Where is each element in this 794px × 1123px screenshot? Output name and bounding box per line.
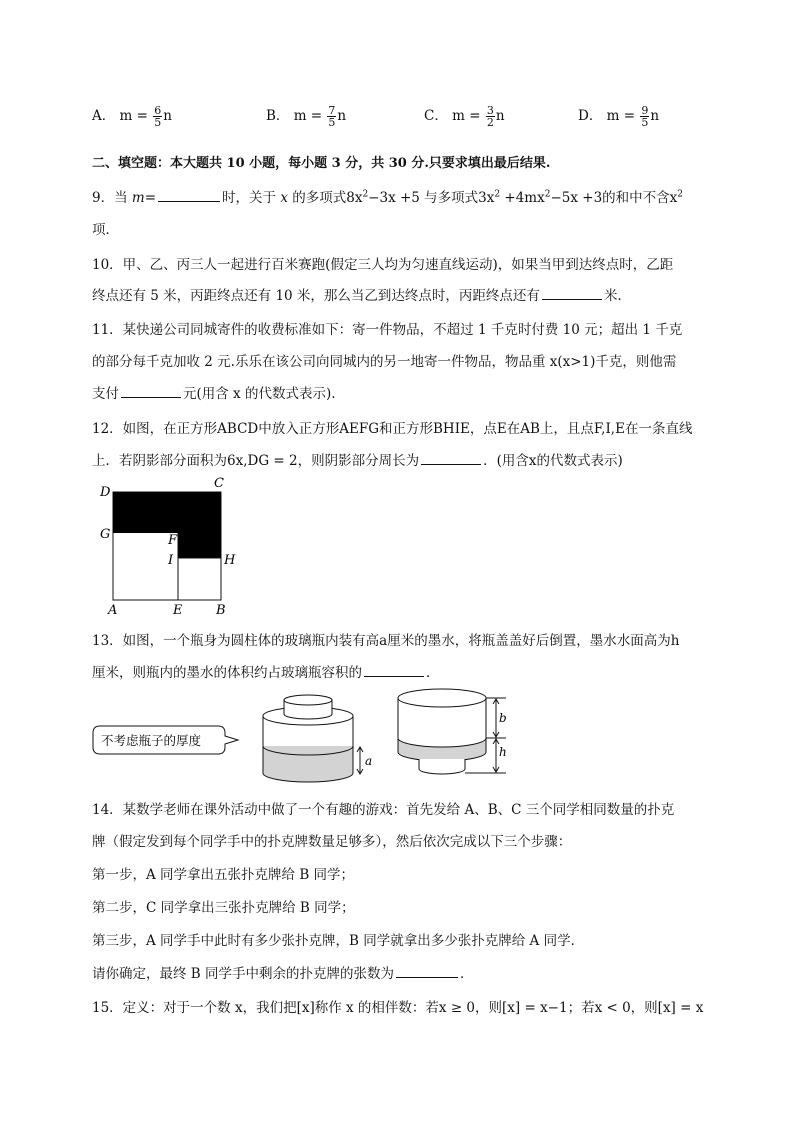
option-d: D． m = $\frac{9}{5}$ n (578, 104, 660, 129)
label-h-height: h (499, 745, 507, 759)
answer-blank-13[interactable] (364, 675, 424, 677)
question-12-line-1: 12．如图，在正方形ABCD中放入正方形AEFG和正方形BHIE，点E在AB上，且点F,I,E在一条直线 (92, 421, 693, 437)
label-h: H (224, 553, 236, 568)
question-14-line-6: 请你确定，最终 B 同学手中剩余的扑克牌的张数为 ． (92, 966, 474, 982)
label-f: F (168, 533, 178, 548)
question-13-line-1: 13．如图，一个瓶身为圆柱体的玻璃瓶内装有高a厘米的墨水，将瓶盖盖好后倒置，墨水水面高为h (92, 633, 680, 649)
question-15-line-1: 15．定义：对于一个数 x，我们把[x]称作 x 的相伴数：若x ≥ 0，则[x] = x−1；若x < 0，则[x] = x (92, 1000, 704, 1016)
square-figure (92, 474, 252, 619)
option-b: B． m = $\frac{7}{5}$ n (266, 104, 347, 129)
answer-blank-12[interactable] (421, 463, 481, 465)
question-14-step-2: 第二步，C 同学拿出三张扑克牌给 B 同学； (92, 900, 355, 916)
answer-blank-10[interactable] (542, 298, 602, 300)
label-i: I (168, 553, 174, 568)
question-9-line-2: 项． (92, 222, 119, 238)
question-14-line-1: 14．某数学老师在课外活动中做了一个有趣的游戏：首先发给 A、B、C 三个同学相同数量的扑克 (92, 802, 675, 818)
answer-blank-14[interactable] (396, 976, 458, 978)
label-b-height: b (499, 711, 507, 725)
bottle-upright (263, 695, 372, 782)
label-a-height: a (365, 754, 373, 768)
answer-blank-9[interactable] (158, 200, 220, 202)
question-13-line-2: 厘米，则瓶内的墨水的体积约占玻璃瓶容积的 ． (92, 665, 440, 681)
label-b: B (216, 603, 226, 618)
option-c: C． m = $\frac{3}{2}$ n (424, 104, 505, 129)
answer-blank-11[interactable] (121, 396, 181, 398)
question-9-line-1: 9．当 m= 时，关于 x 的多项式$8x^2-3x +5$ 与多项式$3x^2 +4mx^2-5x +3$的和中不含$x^2$ (92, 189, 684, 206)
question-14-step-3: 第三步，A 同学手中此时有多少张扑克牌，B 同学就拿出多少张扑克牌给 A 同学． (92, 933, 585, 949)
label-e: E (173, 603, 183, 618)
shaded-region (113, 492, 221, 558)
bottle-figure (88, 688, 528, 788)
bottle-inverted (398, 689, 507, 774)
question-11-line-2: 的部分每千克加收 2 元.乐乐在该公司向同城内的另一地寄一件物品，物品重 x(x>1)千克，则他需 (92, 354, 677, 370)
callout-text: 不考虑瓶子的厚度 (101, 733, 202, 748)
fraction-d: $\frac{9}{5}$ (641, 104, 649, 129)
question-14-line-2: 牌（假定发到每个同学手中的扑克牌数量足够多），然后依次完成以下三个步骤： (92, 834, 572, 850)
question-10-line-2: 终点还有 5 米，丙距终点还有 10 米，那么当乙到达终点时，丙距终点还有 米. (92, 288, 622, 304)
fraction-b: $\frac{7}{5}$ (328, 104, 336, 129)
label-g: G (100, 527, 111, 542)
question-11-line-3: 支付 元(用含 x 的代数式表示). (92, 386, 336, 402)
fraction-c: $\frac{3}{2}$ (486, 104, 494, 129)
section-heading: 二、填空题：本大题共 10 小题，每小题 3 分，共 30 分.只要求填出最后结果. (92, 156, 551, 171)
option-a: A． m = $\frac{6}{5}$ n (92, 104, 172, 129)
label-a: A (108, 603, 118, 618)
fraction-a: $\frac{6}{5}$ (154, 104, 162, 129)
question-11-line-1: 11．某快递公司同城寄件的收费标准如下：寄一件物品，不超过 1 千克时付费 10 元；超出 1 千克 (92, 322, 683, 338)
question-10-line-1: 10．甲、乙、丙三人一起进行百米赛跑(假定三人均为匀速直线运动)，如果当甲到达终点时，乙距 (92, 257, 674, 273)
label-c: C (214, 476, 224, 491)
label-d: D (100, 485, 111, 500)
question-14-step-1: 第一步，A 同学拿出五张扑克牌给 B 同学； (92, 867, 355, 883)
question-12-line-2: 上．若阴影部分面积为6x,DG = 2，则阴影部分周长为 ．(用含x的代数式表示) (92, 453, 623, 469)
